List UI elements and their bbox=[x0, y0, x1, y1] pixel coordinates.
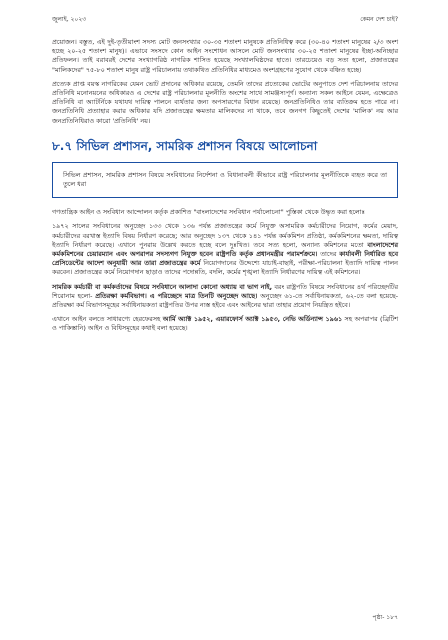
p4-text-c: তাদের bbox=[317, 250, 340, 259]
p4-bold-b: বাংলাদেশের কর্মকমিশনের চেয়ারম্যান এবং অপরাপর সদস্যগণ নিযুক্ত হবেন রাষ্ট্রপতি কর্তৃক প্রধানমন্ত্রীর পরামর্শক্রমে। bbox=[52, 240, 398, 259]
page-number: পৃষ্ঠা- ১৮৭ bbox=[372, 614, 398, 621]
header-date: জুলাই, ২০২৩ bbox=[52, 16, 87, 23]
p4-text-a: ১৯৭২ সালের সংবিধানের অনুচ্ছেদ ১৩৩ থেকে ১৩৬ পর্যন্ত প্রজাতন্ত্রের কর্মে নিযুক্ত অসামরিক কর্মচারীদের নিয়োগ, কর্মের মেয়াদ, কর্মচারীদের বরখাস্ত ইত্যাদি বিষয় নির্ধারণ করেছে; আর অনুচ্ছেদ ১৩৭ থেকে ১৪১ পর্যন্ত কর্মকমিশন প্রতিষ্ঠা, কর্মকমিশনের ক্ষমতা, দায়িত্ব ইত্যাদি নির্ধারণ করেছে। এখানে পুনরায় উল্লেখ করতে হচ্ছে বলে দুঃখিত। তবে সত্য হলো, অন্যান্য কমিশনের মতো bbox=[52, 222, 398, 249]
p6-text-a: এখানে আইন বলতে সাধারণ্যে হেরফেরসহ bbox=[52, 315, 163, 324]
paragraph-5 bbox=[52, 283, 398, 311]
p4-text-e: নিয়োগদানের উদ্দেশ্যে যাচাই-বাছাই, পরীক্ষা-পরিচালনা ইত্যাদি দায়িত্ব পালন করবেন। প্রজাতন্ত্রের কর্মে নিয়োগদান ছাড়াও তাদের পদোন্নতি, বদলি, কর্মের শৃঙ্খলা ইত্যাদি নির্ধারণের দায়িত্ব এই কমিশনের। bbox=[52, 259, 398, 277]
summary-box bbox=[52, 162, 398, 198]
summary-box-text: সিভিল প্রশাসন, সামরিক প্রশাসন বিষয়ে সংবিধানের নির্দেশনা ও বিধানাবলী কীভাবে রাষ্ট্র পরিচালনার মূলনীতিকে ব্যহত করে তা তুলে ধরা bbox=[63, 170, 387, 189]
section-heading: ৮.৭ সিভিল প্রশাসন, সামরিক প্রশাসন বিষয়ে আলোচনা bbox=[52, 138, 318, 153]
p6-bold-b: আর্মি অ্যাক্ট ১৯৫২, এয়ারফোর্স অ্যাক্ট ১৯৫৩, নেভি অর্ডিন্যান্স ১৯৬১ bbox=[162, 315, 343, 324]
p5-text-b: বরং রাষ্ট্রপতি বিষয়ে সংবিধানের ৪র্থ পরিচ্ছেদটির শিরোনাম হলো- bbox=[52, 282, 398, 300]
header-title: কেমন দেশ চাই? bbox=[360, 16, 398, 23]
p5-bold-c: প্রতিরক্ষা কর্মবিভাগ। এ পরিচ্ছেদে মাত্র তিনটি অনুচ্ছেদ আছে। bbox=[95, 291, 258, 300]
p6-text-c: সহ অপরাপর (ব্রিটিশ ও পাকিস্তানি) আইন ও বিধিসমূহের কথাই বলা হয়েছে। bbox=[52, 315, 398, 333]
paragraph-1: প্রয়োজন। বস্তুত, এই দুই-তৃতীয়াংশ সদস্য মোট জনসংখ্যার ৩০-৩৫ শতাংশ মানুষকে প্রতিনিধিত্ব করে (৩০-৪০ শতাংশ মানুষের ২/৩ অংশ হচ্ছে ২০-২৫ শতাংশ মানুষ)। এভাবে সংসদে কোন আইন সংশোধন আসলে মোট জনসংখ্যার ৩০-২৫ শতাংশ মানুষের ইচ্ছা-অনিচ্ছার প্রতিফলন। তাই বরাবরই দেশের সংখ্যাগরিষ্ঠ নাগরিক শাসিত হয়েছে সংখ্যালঘিষ্ঠদের হাতে। তারচেয়েও বড় সত্য হলো, প্রজাতন্ত্রের "মালিকদের" ৭৫-৮০ শতাংশ মানুষ রাষ্ট্র পরিচালনায় তথাকথিত প্রতিনিধির মাধ্যমেও অংশগ্রহণের সুযোগ থেকে বঞ্চিত হচ্ছে। bbox=[52, 38, 398, 74]
p5-text-d: অনুচ্ছেদ ৬১-তে সর্বাধিনায়কতা, ৬২-তে বলা হয়েছে- প্রতিরক্ষা কর্ম বিভাগসমূহের সর্বাধিনায়কতা রাষ্ট্রপতির উপর ন্যস্ত হইবে এবং আইনের দ্বারা তাহার প্রয়োগ নিয়ন্ত্রিত হইবে। bbox=[52, 291, 399, 310]
paragraph-2: প্রত্যেক প্রাপ্ত বয়স্ক নাগরিকের যেমন ভোট প্রদানের অধিকার রয়েছে, তেমনি তাদের প্রত্যেকের ভোটের অনুপাতে দেশ পরিচালনায় তাদের প্রতিনিধি মনোনয়নের অধিকারও এ দেশের রাষ্ট্র পরিচালনার মূলনীতি অংশের সাথে সামঞ্জস্যপূর্ণ। অন্যান্য সকল আইনে যেমন, এক্ষেত্রেও প্রতিনিধি বা অ্যাটর্নিকে যথাযথ দায়িত্ব পালনে ব্যর্থতার জন্য অপসারণের বিধান রয়েছে। জনপ্রতিনিধিও তার ব্যতিক্রম হতে পারে না। জনপ্রতিনিধি প্রত্যাহার করার অধিকার যদি প্রজাতন্ত্রের ক্ষমতার মালিকদের না থাকে, তবে জনগণ কিছুতেই দেশের 'মালিক' নয় আর জনপ্রতিনিধিরাও কারো 'প্রতিনিধি' নয়। bbox=[52, 79, 398, 125]
p5-bold-a: সামরিক কর্মচারী বা কর্মকর্তাদের বিষয়ে সংবিধানে আলাদা কোনো অধ্যায় বা ভাগ নাই, bbox=[52, 282, 273, 291]
paragraph-6 bbox=[52, 315, 398, 333]
page-body bbox=[52, 38, 398, 339]
p4-bold-d: কার্যাবলী নির্ধারিত হবে প্রেসিডেন্টের আদেশ অনুযায়ী আর তারা প্রজাতন্ত্রের কর্মে bbox=[52, 250, 399, 268]
paragraph-3: গণতান্ত্রিক আইন ও সংবিধান আন্দোলন কর্তৃক প্রকাশিত "বাংলাদেশের সংবিধান পর্যালোচনা" পুস্তিকা থেকে উদ্ধৃত করা হলোঃ bbox=[52, 208, 365, 217]
paragraph-4 bbox=[52, 222, 398, 277]
